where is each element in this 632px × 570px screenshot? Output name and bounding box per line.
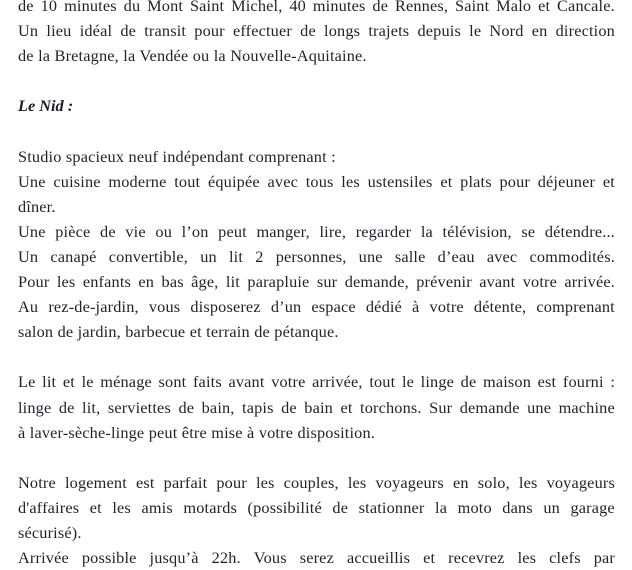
text-word: lire, [319,221,347,241]
text-word: et [602,171,615,191]
text-word: trajets [368,21,410,41]
text-word: 22h. [211,548,241,568]
text-word: jusqu’à [149,548,199,568]
text-line: Studio spacieux neuf indépendant comprenant : [18,146,336,166]
text-word: enfants [82,272,131,292]
text-word: salle [394,246,426,266]
text-word: linge [18,397,52,417]
text-word: âge, [191,272,219,292]
text-word: est [537,372,557,392]
text-word: les [255,472,275,492]
text-line [18,395,615,420]
text-line: de la Bretagne, la Vendée ou la Nouvelle-Aquitaine. [18,46,367,66]
text-word: est [135,472,155,492]
text-word: l’on [181,221,209,241]
text-word: de [300,21,316,41]
text-word: Malo [496,0,532,15]
text-word: pour [216,472,247,492]
text-word: garage [570,497,615,517]
document-body [18,0,615,570]
text-word: et [89,497,102,517]
paragraph-linens [18,369,615,444]
text-word: tous [305,171,334,191]
text-word: tout [174,171,201,191]
text-word: de [178,397,195,417]
text-word: de [332,497,349,517]
text-word: arrivée. [564,272,615,292]
text-word: et [440,171,453,191]
text-word: Arrivée [18,548,69,568]
text-word: manger, [256,221,310,241]
text-word: de [120,21,137,41]
text-line [18,244,615,269]
text-word: serez [299,548,334,568]
text-word: en [138,272,155,292]
text-word: machine [558,397,615,417]
paragraph-audience [18,470,615,545]
text-word: convertible, [108,246,189,266]
text-word: 10 [40,0,58,15]
text-word: Une [18,221,46,241]
text-word: lit [225,272,240,292]
text-line [18,219,615,244]
text-word: et [62,372,75,392]
text-word: regarder [355,221,412,241]
text-word: ou [155,221,172,241]
text-line: sécurisé). [18,522,82,542]
text-word: se [521,221,536,241]
text-word: Un [18,21,39,41]
text-word: moderne [108,171,167,191]
text-word: effectuer [232,21,292,41]
text-word: plats [460,171,492,191]
text-line [18,495,615,520]
text-word: Sur [429,397,453,417]
text-word: voyageurs [546,472,615,492]
text-word: clefs [549,548,581,568]
text-word: de [58,397,75,417]
text-word: moto [457,497,492,517]
text-word: espace [311,297,356,317]
text-word: à [412,297,420,317]
text-word: Cancale. [557,0,615,15]
text-word: la [420,221,433,241]
text-word: votre [429,297,464,317]
paragraph-arrival-clipped [18,545,615,570]
text-line [18,470,615,495]
text-word: idéal [79,21,113,41]
text-word: les [112,497,131,517]
text-word: faits [192,372,222,392]
text-word: ustensiles [367,171,433,191]
text-word: vous [148,297,181,317]
text-word: les [341,171,360,191]
text-word: fourni [562,372,604,392]
text-word: le [81,372,94,392]
text-word: Pour [18,272,50,292]
text-word: motards [183,497,238,517]
text-word: Vous [253,548,287,568]
text-line: à laver-sèche-linge peut être mise à votre disposition. [18,422,375,442]
text-word: Le [18,372,36,392]
paragraph-gap [18,118,615,143]
text-word: Au [18,297,39,317]
text-word: bain [304,397,333,417]
text-word: tapis [242,397,274,417]
text-word: solo, [477,472,510,492]
text-word: torchons. [360,397,422,417]
text-word: arrivée, [312,372,363,392]
text-word: lieu [46,21,72,41]
text-word: pièce [55,221,91,241]
text-word: parfait [163,472,208,492]
text-word: stationner [358,497,425,517]
text-word: minutes [64,0,117,15]
text-word: voyageurs [375,472,444,492]
text-word: amis [141,497,173,517]
text-word: longs [324,21,361,41]
text-word: votre [271,372,306,392]
text-word: télévision, [442,221,512,241]
text-word: déjeuner [537,171,596,191]
text-word: cuisine [53,171,101,191]
text-word: d’un [270,297,302,317]
text-word: Michel, [231,0,283,15]
text-word: parapluie [247,272,310,292]
text-word: canapé [50,246,97,266]
paragraph-intro-continued [18,0,615,68]
text-word: rez-de-jardin, [48,297,139,317]
text-word: recevrez [448,548,505,568]
text-word: équipée [207,171,260,191]
text-word: 2 [255,246,264,266]
text-word: en [452,472,469,492]
text-word: par [593,548,615,568]
text-word: le [401,372,415,392]
text-word: de [100,221,116,241]
text-word: du [123,0,141,15]
paragraph-gap [18,68,615,93]
text-word: lit, [82,397,101,417]
text-word: accueillis [346,548,411,568]
text-word: linge [420,372,455,392]
paragraph-gap [18,344,615,369]
text-word: commodités. [529,246,615,266]
text-word: personnes, [275,246,347,266]
text-word: les [517,548,537,568]
text-word: demande [459,397,520,417]
text-word: couples, [283,472,339,492]
text-word: bas [161,272,184,292]
text-word: et [538,0,551,15]
text-word: sont [158,372,187,392]
text-word: d’eau [437,246,475,266]
text-line [18,369,615,394]
text-word: demande, [344,272,409,292]
text-word: avant [228,372,265,392]
text-word: dédié [365,297,402,317]
text-word: dans [502,497,533,517]
text-word: prévenir [416,272,472,292]
text-word: Rennes, [394,0,449,15]
text-word: pour [499,171,530,191]
text-word: les [518,472,538,492]
text-line [18,545,615,570]
text-line [18,169,615,194]
text-word: peut [218,221,247,241]
text-word: tout [369,372,396,392]
text-word: maison [483,372,532,392]
text-word: ménage [100,372,152,392]
paragraph-gap [18,445,615,470]
text-word: transit [144,21,187,41]
text-word: avec [267,171,298,191]
text-word: un [543,497,560,517]
text-word: Saint [189,0,225,15]
text-word: de [18,0,34,15]
text-word: sur [316,272,338,292]
section-heading-le-nid: Le Nid : [18,96,74,116]
text-line: dîner. [18,196,56,216]
text-word: comprenant [536,297,615,317]
text-word: possible [81,548,137,568]
text-word: une [527,397,552,417]
text-word: lit [228,246,244,266]
text-word: détendre... [544,221,615,241]
text-line [18,294,615,319]
text-word: une [358,246,383,266]
text-word: les [56,272,76,292]
text-word: détente, [473,297,527,317]
text-word: Nord [489,21,524,41]
text-word: et [340,397,353,417]
text-word: : [610,372,615,392]
text-word: logement [64,472,127,492]
text-line: salon de jardin, barbecue et terrain de pétanque. [18,322,339,342]
text-word: de [281,397,297,417]
text-word: 40 [289,0,306,15]
text-word: la [435,497,448,517]
text-line [18,18,615,43]
text-word: de [372,0,389,15]
text-word: votre [522,272,557,292]
text-word: pour [194,21,225,41]
text-word: lit [42,372,57,392]
text-word: d'affaires [18,497,80,517]
text-word: disposerez [190,297,261,317]
text-word: minutes [312,0,366,15]
text-word: de [460,372,477,392]
text-word: vie [125,221,146,241]
text-line [18,0,615,18]
text-word: depuis [417,21,461,41]
text-word: Un [18,246,39,266]
text-word: (possibilité [247,497,322,517]
text-word: serviettes [107,397,171,417]
text-word: Mont [147,0,184,15]
text-word: avant [479,272,516,292]
text-word: le [469,21,482,41]
text-word: les [347,472,367,492]
text-word: direction [555,21,615,41]
text-word: un [200,246,217,266]
text-word: bain, [201,397,235,417]
text-word: et [423,548,436,568]
paragraph-description [18,144,615,345]
text-word: Saint [455,0,490,15]
text-word: Notre [18,472,56,492]
text-word: en [531,21,548,41]
text-line [18,269,615,294]
text-word: avec [486,246,518,266]
text-word: Une [18,171,46,191]
